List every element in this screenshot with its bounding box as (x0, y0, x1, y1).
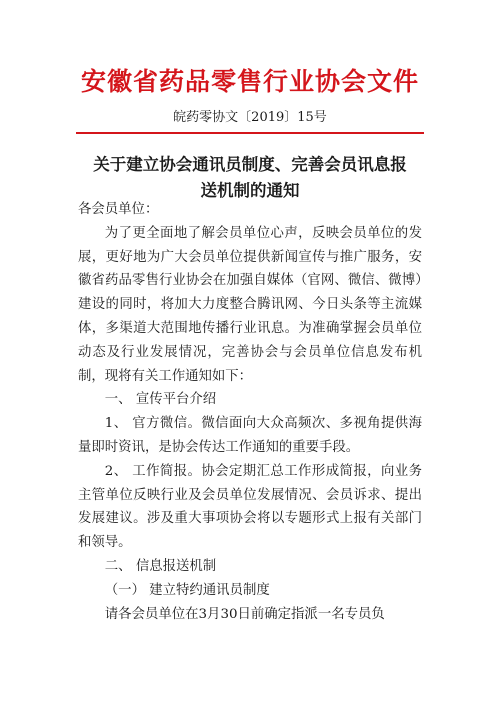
notice-title-line1: 关于建立协会通讯员制度、完善会员讯息报 (93, 155, 407, 174)
paragraph-wechat: 1、 官方微信。微信面向大众高频次、多视角提供海量即时资讯，是协会传达工作通知的重要手段。 (78, 416, 422, 455)
salutation: 各会员单位： (78, 202, 159, 217)
notice-body (78, 196, 422, 626)
red-divider (76, 132, 424, 134)
paragraph-intro: 为了更全面地了解会员单位心声，反映会员单位的发展，更好地为广大会员单位提供新闻宣传与推广服务，安徽省药品零售行业协会在加强自媒体（官网、微信、微博）建设的同时，将加大力度整合腾讯网、今日头条等主流媒体，多渠道大范围地传播行业讯息。为准确掌握会员单位动态及行业发展情况，完善协会与会员单位信息发布机制，现将有关工作通知如下： (78, 225, 422, 384)
document-number: 皖药零协文〔2019〕15号 (173, 110, 327, 125)
paragraph-correspondent: 请各会员单位在3月30日前确定指派一名专员负 (104, 606, 385, 622)
org-title: 安徽省药品零售行业协会文件 (80, 67, 419, 96)
subsection-heading-1: （一） 建立特约通讯员制度 (104, 582, 270, 598)
notice-title-line2: 送机制的通知 (200, 181, 300, 200)
section-heading-1: 一、 宣传平台介绍 (104, 392, 217, 408)
section-heading-2: 二、 信息报送机制 (104, 558, 217, 574)
paragraph-briefing: 2、 工作简报。协会定期汇总工作形成简报，向业务主管单位反映行业及会员单位发展情况、会员诉求、提出发展建议。涉及重大事项协会将以专题形式上报有关部门和领导。 (78, 463, 422, 551)
